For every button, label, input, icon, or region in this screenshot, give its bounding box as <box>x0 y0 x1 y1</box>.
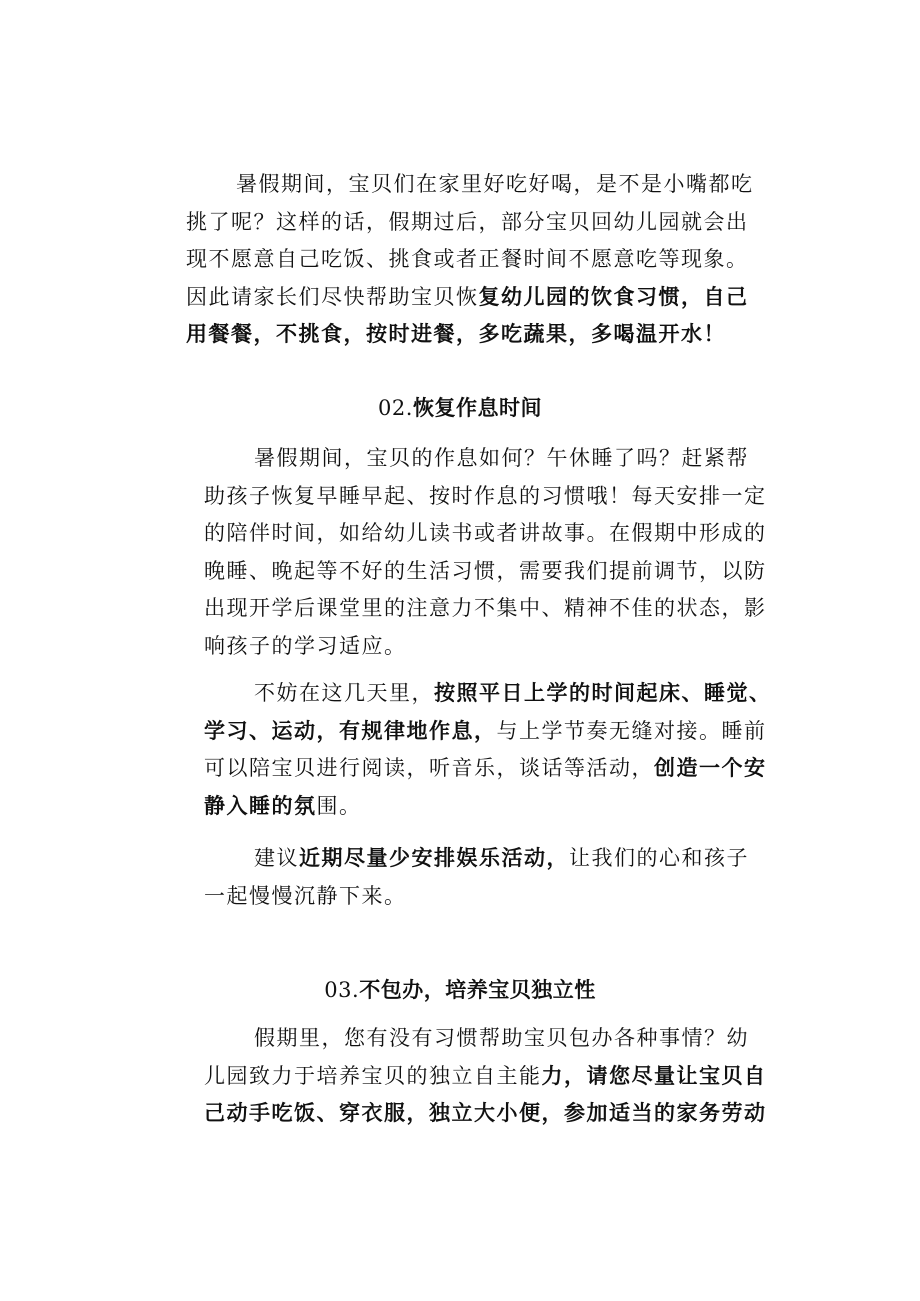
text-line <box>186 279 749 317</box>
bold-text: 按照平日上学的时间起床、睡觉、 <box>434 681 772 705</box>
text-line: 一起慢慢沉静下来。 <box>204 883 407 908</box>
paragraph-independence <box>204 1020 767 1133</box>
section-number: 03. <box>324 978 360 1002</box>
text-line: 晚睡、晚起等不好的生活习惯，需要我们提前调节，以防 <box>204 558 767 583</box>
text-line: 暑假期间，宝贝的作息如何？午休睡了吗？赶紧帮 <box>254 446 749 470</box>
text-line <box>204 788 738 826</box>
text-segment: 与上学节奏无缝对接。睡前 <box>496 718 767 743</box>
text-segment: 因此请家长们尽快帮助宝贝恢 <box>186 284 479 309</box>
bold-text: 静入睡的氛 <box>204 793 317 818</box>
paragraph-routine <box>204 675 772 825</box>
text-line <box>204 675 772 713</box>
text-segment: 建议 <box>254 846 299 870</box>
text-line: 的陪伴时间，如给幼儿读书或者讲故事。在假期中形成的 <box>204 521 767 545</box>
text-line <box>204 713 767 751</box>
text-segment: 让我们的心和孩子 <box>569 846 749 870</box>
text-line <box>204 750 767 788</box>
bold-text: 复幼儿园的饮食习惯，自己 <box>478 284 749 309</box>
text-line: 助孩子恢复早睡早起、按时作息的习惯哦！每天安排一定 <box>204 483 767 508</box>
text-segment: 不妨在这几天里， <box>254 681 434 705</box>
text-line: 假期里，您有没有习惯帮助宝贝包办各种事情？幼 <box>254 1026 749 1050</box>
bold-text: 学习、运动，有规律地作息， <box>204 718 497 743</box>
bold-text: 创造一个安 <box>654 756 767 780</box>
bold-text: 近期尽量少安排娱乐活动， <box>299 846 569 870</box>
section-title: 恢复作息时间 <box>412 396 542 420</box>
bold-text-line: 己动手吃饭、穿衣服，独立大小便，参加适当的家务劳动 <box>204 1101 767 1125</box>
section-title: 不包办，培养宝贝独立性 <box>359 978 596 1002</box>
section-number: 02. <box>378 396 413 420</box>
bold-text-line: 用餐餐，不挑食，按时进餐，多吃蔬果，多喝温开水！ <box>186 322 726 346</box>
text-segment: 儿园致力于培养宝贝的独立自主能 <box>204 1063 542 1088</box>
text-line: 出现开学后课堂里的注意力不集中、精神不佳的状态，影 <box>204 596 767 620</box>
text-line <box>204 840 749 878</box>
section-heading-02 <box>0 393 920 423</box>
paragraph-entertainment <box>204 840 749 915</box>
text-line: 响孩子的学习适应。 <box>204 633 407 658</box>
paragraph-schedule <box>204 440 767 665</box>
text-line: 挑了呢？这样的话，假期过后，部分宝贝回幼儿园就会出 <box>186 209 749 234</box>
bold-text: 力，请您尽量让宝贝自 <box>541 1063 767 1088</box>
text-segment: 可以陪宝贝进行阅读，听音乐，谈话等活动， <box>204 756 654 780</box>
text-line: 现不愿意自己吃饭、挑食或者正餐时间不愿意吃等现象。 <box>186 247 749 271</box>
paragraph-eating-habits <box>186 166 754 354</box>
section-heading-03 <box>0 975 920 1005</box>
text-line: 暑假期间，宝贝们在家里好吃好喝，是不是小嘴都吃 <box>236 172 754 196</box>
text-line <box>204 1058 767 1096</box>
text-segment: 围。 <box>316 793 362 818</box>
